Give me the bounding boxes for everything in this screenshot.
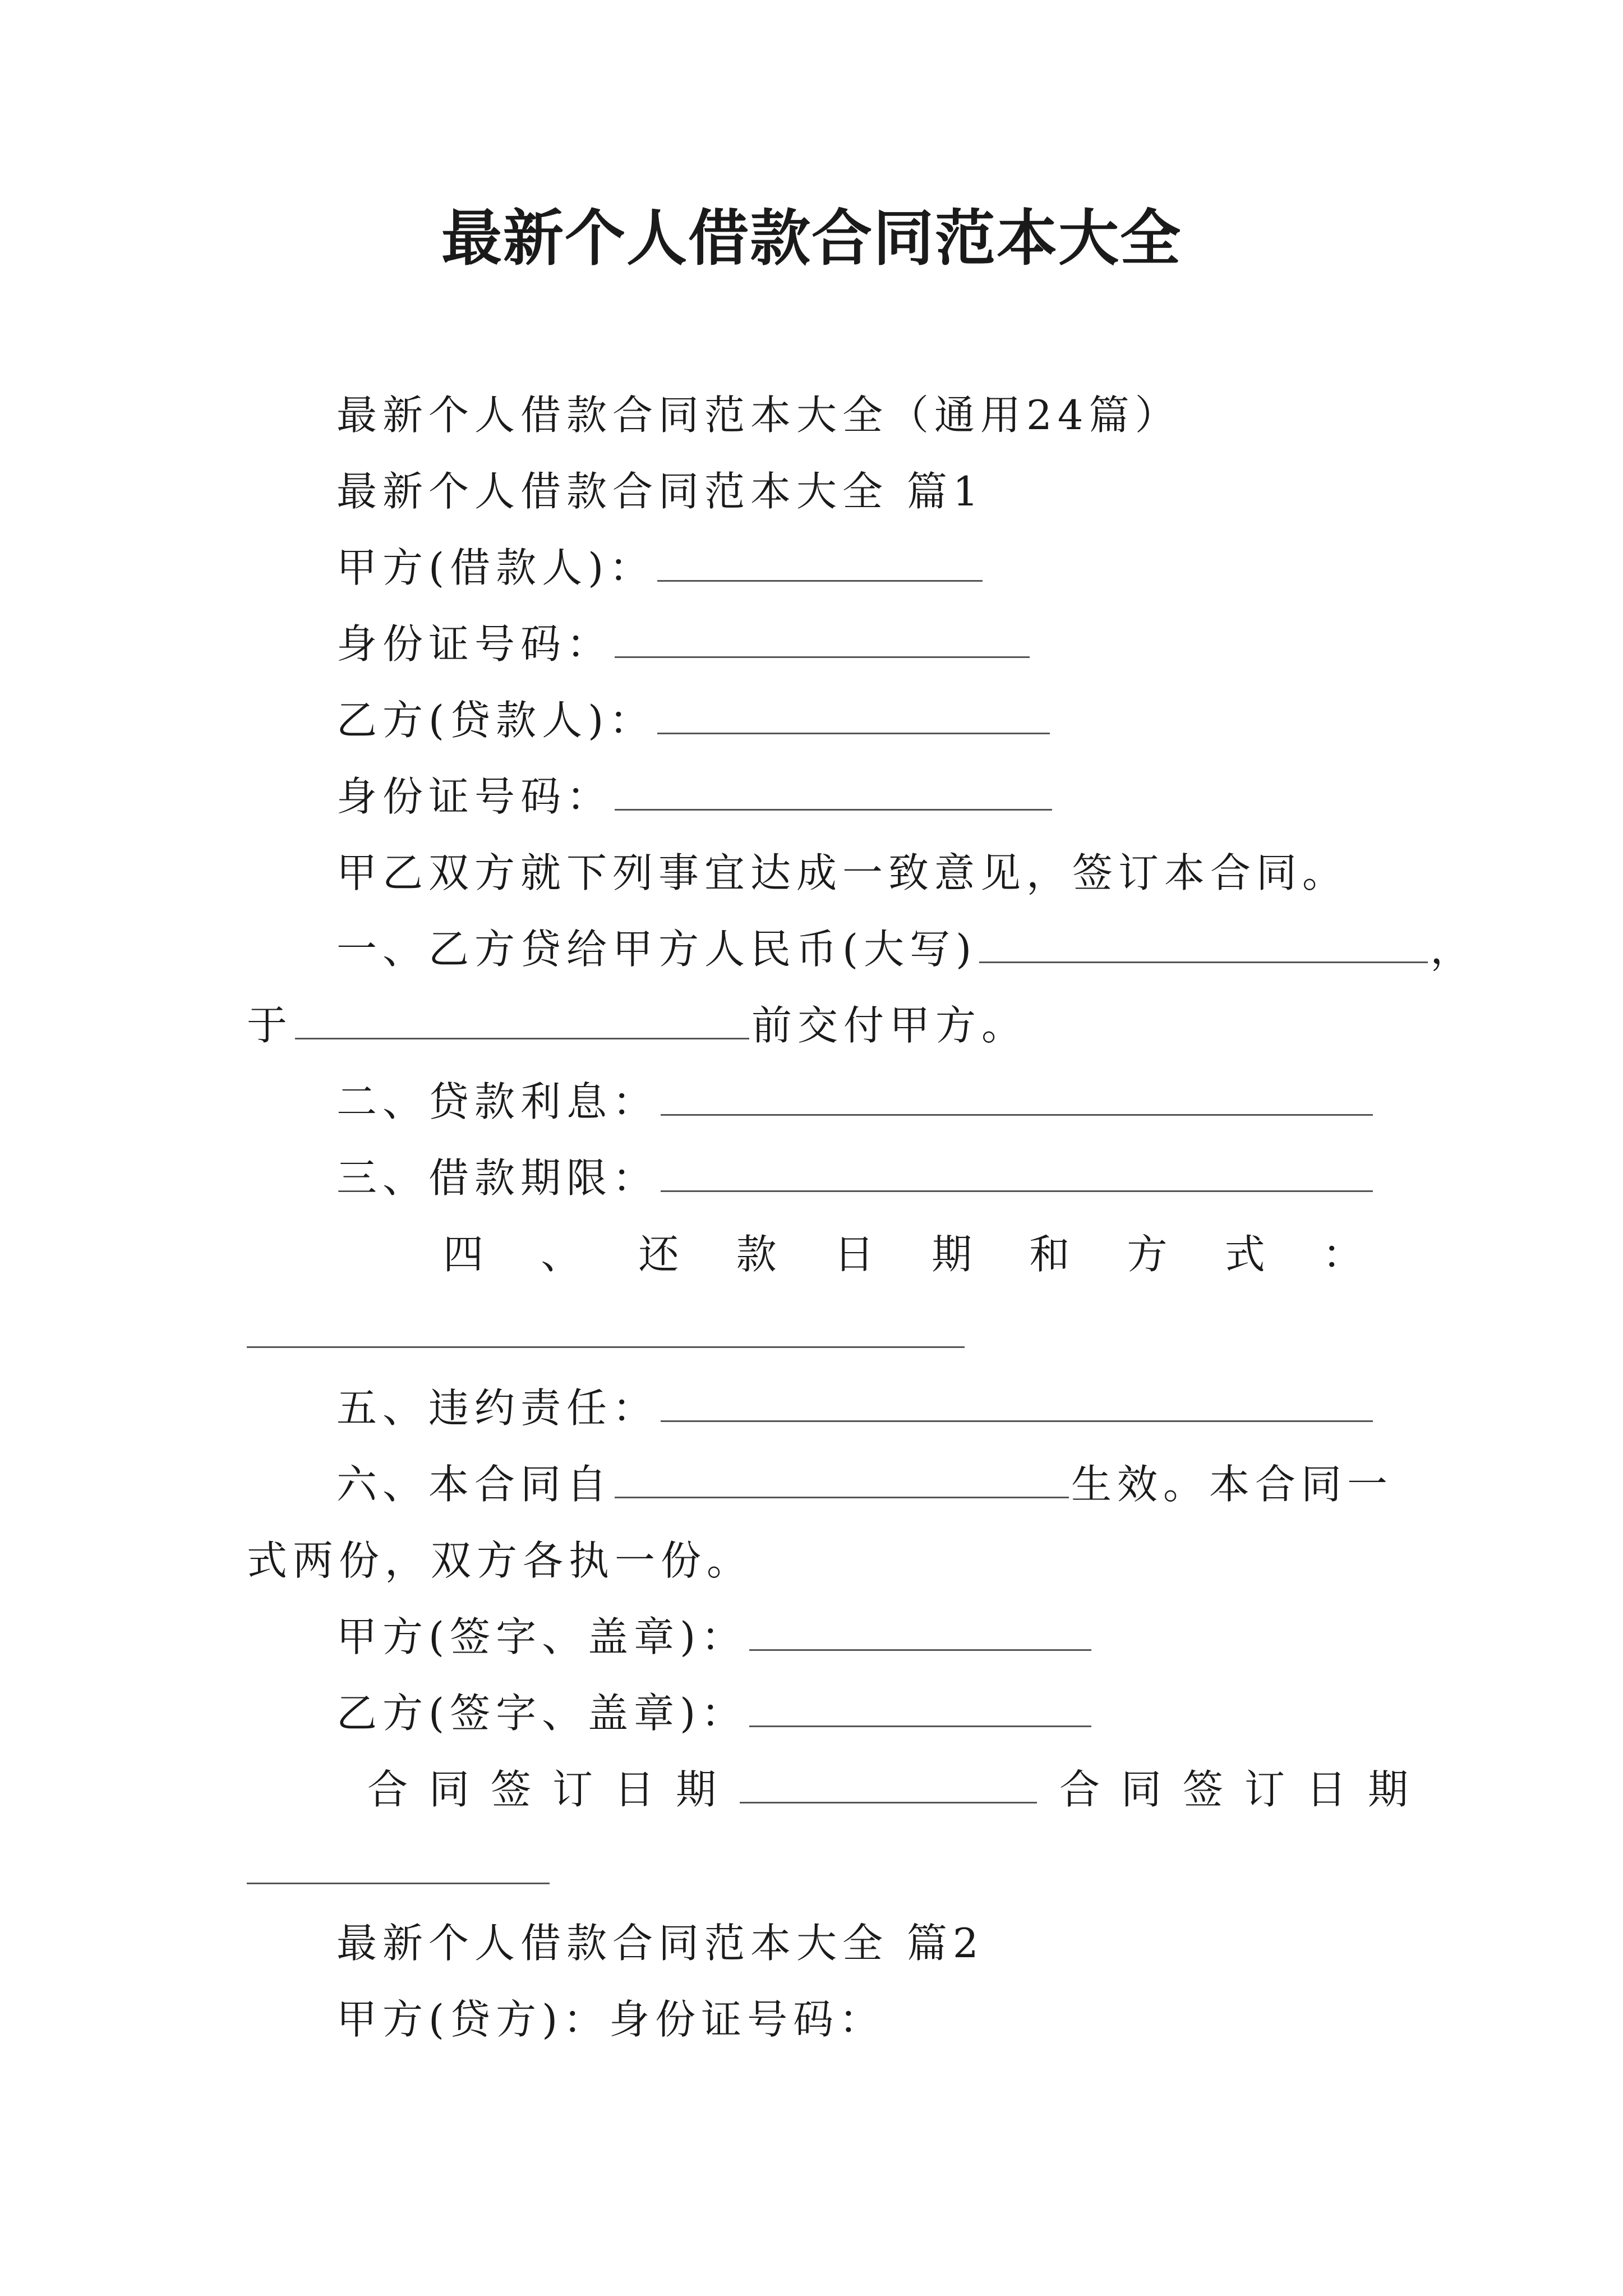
sign-a-label: 甲方(签字、盖章)：	[336, 1613, 748, 1660]
clause-6-line-1	[336, 1456, 1393, 1512]
document-subtitle: 最新个人借款合同范本大全（通用24篇）	[336, 392, 1181, 439]
party-b-label: 乙方(贷款人)：	[336, 697, 656, 744]
clause-5-blank	[661, 1387, 1373, 1422]
sign-date-blank-2	[247, 1883, 550, 1884]
id-number-label-1: 身份证号码：	[336, 620, 613, 668]
clause-3-line	[336, 1150, 1375, 1206]
sign-a-line	[336, 1609, 1094, 1665]
party-a-blank	[657, 546, 983, 582]
clause-1-comma: ，	[1430, 926, 1477, 973]
party-a-line	[336, 540, 985, 596]
clause-4-char: ：	[1322, 1231, 1363, 1278]
clause-3-blank	[661, 1157, 1373, 1192]
clause-4-char: 还	[638, 1231, 679, 1278]
clause-1-label: 一、乙方贷给甲方人民币(大写)	[336, 926, 978, 973]
clause-1-line-2	[247, 997, 1027, 1053]
clause-2-blank	[661, 1080, 1373, 1116]
party-b-blank	[657, 699, 1050, 734]
sign-date-blank-1	[740, 1768, 1037, 1803]
id-number-line-1	[336, 616, 1032, 672]
party-b-line	[336, 692, 1052, 748]
clause-1-line-1	[336, 921, 1476, 977]
id-number-label-2: 身份证号码：	[336, 773, 613, 820]
clause-1-date-blank	[295, 1004, 749, 1039]
section2-party-a: 甲方(贷方)：身份证号码：	[336, 1996, 886, 2043]
id-number-blank-2	[615, 775, 1052, 811]
agreement-intro: 甲乙双方就下列事宜达成一致意见，签订本合同。	[336, 849, 1349, 896]
id-number-blank-1	[615, 623, 1030, 658]
party-a-label: 甲方(借款人)：	[336, 544, 656, 591]
clause-1-suffix: 前交付甲方。	[751, 1002, 1028, 1049]
sign-a-blank	[749, 1616, 1091, 1651]
clause-4-char: 款	[736, 1231, 777, 1278]
sign-b-blank	[749, 1692, 1091, 1727]
clause-2-line	[336, 1074, 1375, 1130]
clause-1-amount-blank	[979, 928, 1428, 963]
section1-heading: 最新个人借款合同范本大全 篇1	[336, 468, 984, 515]
clause-4-char: 和	[1029, 1231, 1070, 1278]
clause-4-char: 式	[1224, 1231, 1265, 1278]
sign-b-line	[336, 1685, 1094, 1741]
clause-4-blank	[247, 1346, 965, 1348]
document-title: 最新个人借款合同范本大全	[441, 203, 1182, 274]
clause-6-blank	[615, 1463, 1069, 1498]
clause-5-label: 五、违约责任：	[336, 1384, 659, 1432]
clause-5-line	[336, 1380, 1375, 1436]
sign-date-label-2: 合同签订日期	[1059, 1766, 1430, 1813]
clause-1-prefix: 于	[247, 1002, 293, 1049]
sign-date-label-1: 合同签订日期	[367, 1766, 738, 1813]
clause-2-label: 二、贷款利息：	[336, 1078, 659, 1125]
clause-4-char: 方	[1127, 1231, 1168, 1278]
id-number-line-2	[336, 769, 1054, 825]
section2-heading: 最新个人借款合同范本大全 篇2	[336, 1920, 984, 1967]
clause-6-line-2: 式两份，双方各执一份。	[247, 1537, 753, 1584]
sign-date-line	[367, 1761, 1430, 1818]
clause-4-char: 、	[541, 1231, 582, 1278]
clause-4-char: 期	[932, 1231, 972, 1278]
clause-6-label: 六、本合同自	[336, 1461, 613, 1508]
clause-4-spread	[443, 1226, 1363, 1282]
clause-3-label: 三、借款期限：	[336, 1154, 659, 1202]
clause-4-char: 日	[833, 1231, 874, 1278]
sign-b-label: 乙方(签字、盖章)：	[336, 1690, 748, 1737]
clause-6-continuation: 生效。本合同一	[1071, 1461, 1394, 1508]
clause-4-char: 四	[443, 1231, 484, 1278]
